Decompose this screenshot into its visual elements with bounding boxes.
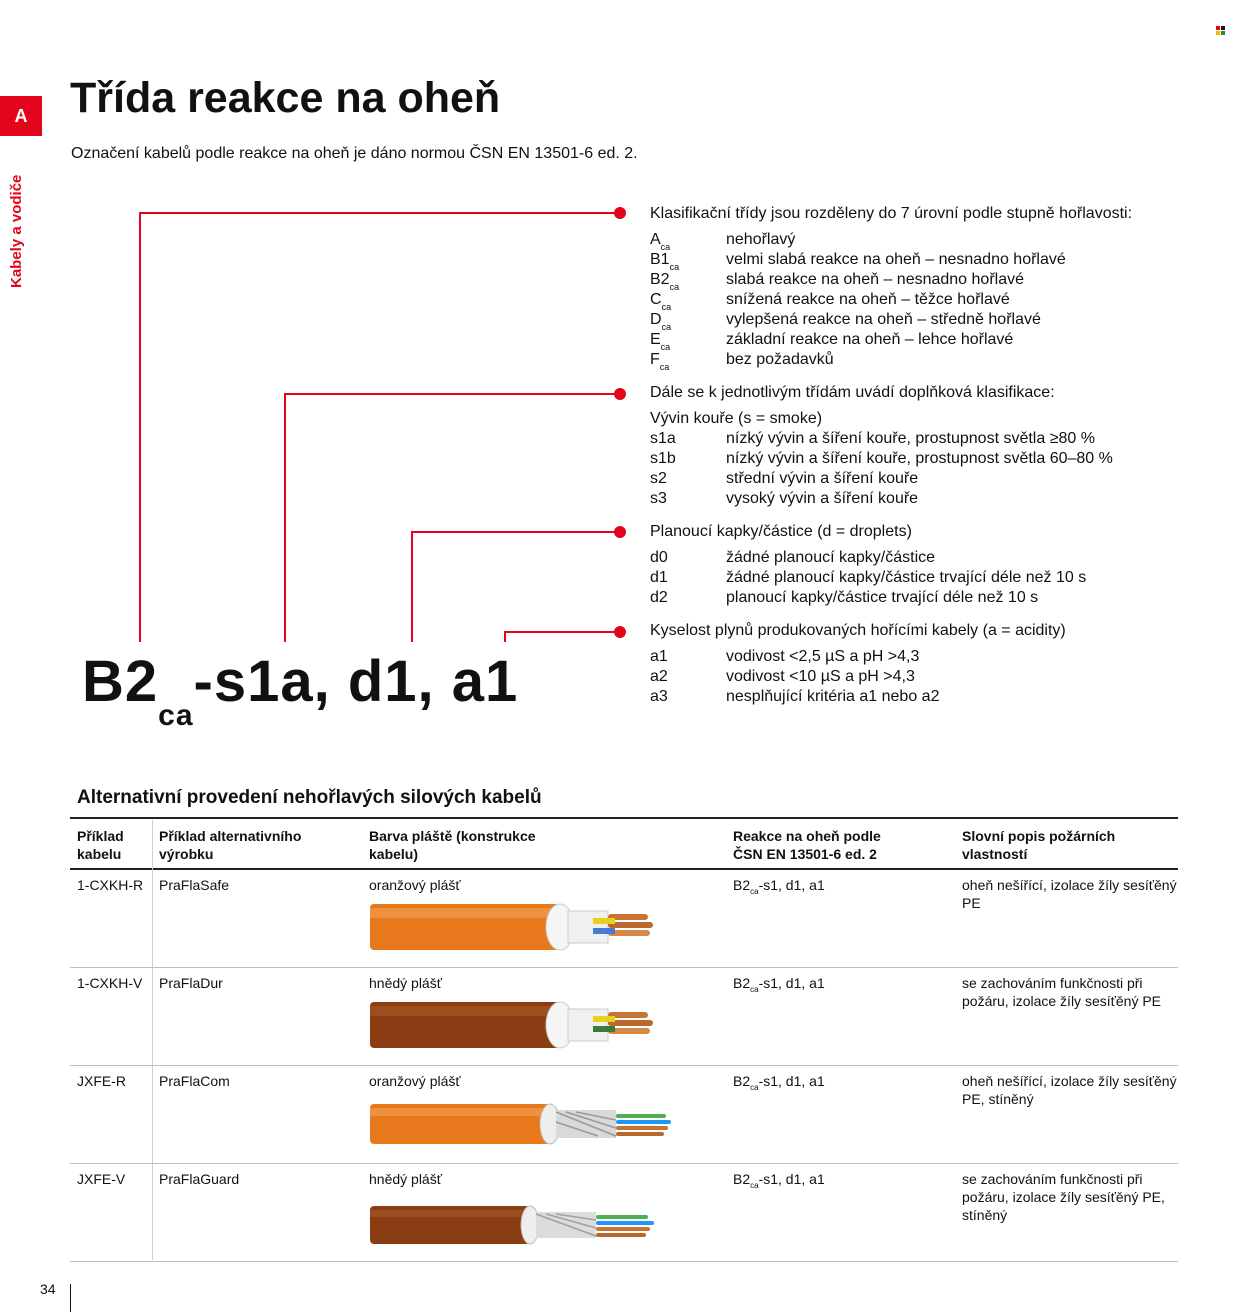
section-label: Kabely a vodiče: [8, 174, 25, 288]
group-heading-classes: Klasifikační třídy jsou rozděleny do 7 úrovní podle stupně hořlavosti:: [650, 205, 1133, 222]
cell-product: PraFlaSafe: [159, 877, 230, 893]
page-title: Třída reakce na oheň: [70, 74, 501, 122]
cell-sheath: oranžový plášť: [369, 877, 461, 893]
example-classification-code: $B2_{ca}-s1a$, d1, a1: [82, 649, 519, 732]
cell-cable: JXFE-R: [77, 1073, 126, 1089]
footer-bar: [70, 1284, 71, 1312]
cell-fire-reaction: $B2_{ca}-s1$, d1, a1: [733, 1073, 825, 1092]
row-divider: [70, 1163, 1178, 1164]
table-title: Alternativní provedení nehořlavých silových kabelů: [77, 787, 542, 808]
cable-image: [368, 1098, 708, 1150]
cell-fire-reaction: $B2_{ca}-s1$, d1, a1: [733, 975, 825, 994]
row-divider: [70, 967, 1178, 968]
cell-sheath: hnědý plášť: [369, 1171, 442, 1187]
cell-description: se zachováním funkčnosti při požáru, izolace žíly sesíťěný PE: [962, 975, 1162, 1009]
cell-sheath: hnědý plášť: [369, 975, 442, 991]
cell-cable: 1-CXKH-R: [77, 877, 144, 893]
cell-cable: 1-CXKH-V: [77, 975, 143, 991]
table-header-rule: [70, 868, 1178, 870]
cell-product: PraFlaGuard: [159, 1171, 240, 1187]
intro-text: Označení kabelů podle reakce na oheň je dáno normou ČSN EN 13501-6 ed. 2.: [71, 145, 638, 162]
cell-description: oheň nešířící, izolace žíly sesíťěný PE, stíněný: [962, 1073, 1177, 1107]
cell-description: oheň nešířící, izolace žíly sesíťěný PE: [962, 877, 1177, 911]
cell-fire-reaction: $B2_{ca}-s1$, d1, a1: [733, 1171, 825, 1190]
cell-product: PraFlaCom: [159, 1073, 230, 1089]
cell-sheath: oranžový plášť: [369, 1073, 461, 1089]
group-subheading-smoke: Vývin kouře (s = smoke): [650, 410, 823, 427]
header-cable: Příklad kabelu: [77, 828, 124, 862]
cable-image: [368, 1200, 668, 1250]
connector-dot: [614, 207, 626, 219]
cell-fire-reaction: $B2_{ca}-s1$, d1, a1: [733, 877, 825, 896]
group-heading-acidity: Kyselost plynů produkovaných hořícími kabely (a = acidity): [650, 622, 1066, 639]
header-sheath: Barva pláště (konstrukce kabelu): [369, 828, 536, 862]
connector-dot: [614, 388, 626, 400]
column-separator: [152, 820, 153, 1260]
group-heading-smoke: Dále se k jednotlivým třídám uvádí doplňková klasifikace:: [650, 384, 1055, 401]
table-bottom-rule: [70, 1261, 1178, 1262]
cable-image: [368, 996, 668, 1054]
cell-product: PraFlaDur: [159, 975, 223, 991]
group-heading-droplets: Planoucí kapky/částice (d = droplets): [650, 523, 912, 540]
connector-dot: [614, 526, 626, 538]
header-description: Slovní popis požárních vlastností: [962, 828, 1116, 862]
row-divider: [70, 1065, 1178, 1066]
cell-description: se zachováním funkčnosti při požáru, izolace žíly sesíťěný PE, stíněný: [962, 1171, 1165, 1223]
cell-cable: JXFE-V: [77, 1171, 126, 1187]
cable-image: [368, 898, 668, 956]
page-number: 34: [40, 1281, 56, 1297]
header-product: Příklad alternativního výrobku: [159, 828, 302, 862]
section-tab[interactable]: A: [0, 96, 42, 136]
connector-dot: [614, 626, 626, 638]
header-fire-reaction: Reakce na oheň podle ČSN EN 13501-6 ed. 2: [733, 828, 881, 862]
table-top-rule: [70, 817, 1178, 819]
